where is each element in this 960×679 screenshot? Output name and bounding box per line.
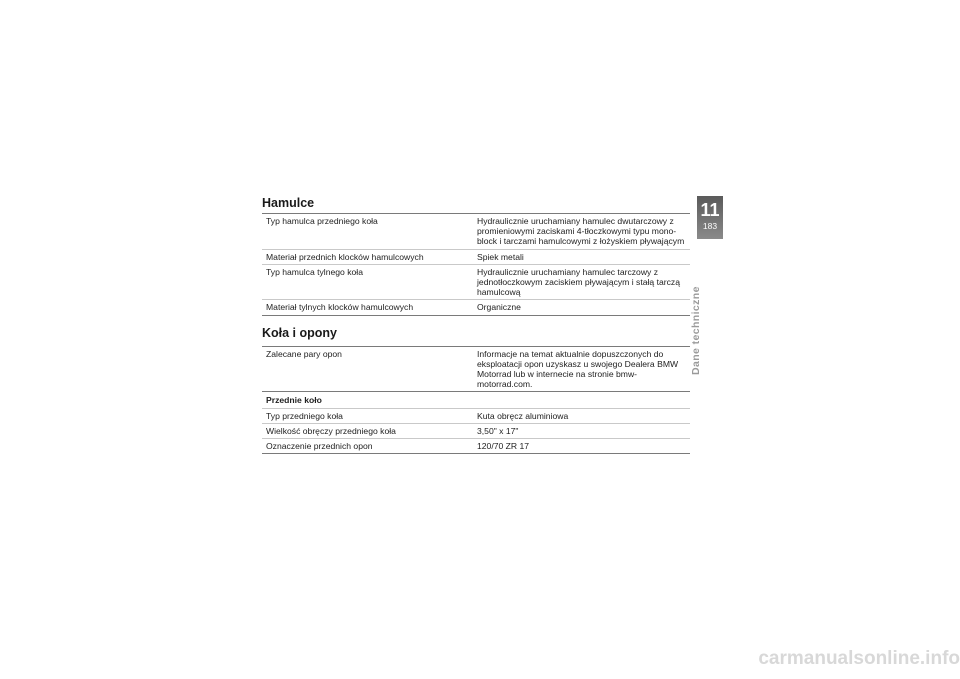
row-value: Informacje na temat aktualnie dopuszczonych do eksploatacji opon uzyskasz u swojego Dealera BMW Motorrad lub w internecie na stronie bmw-motorrad.com. bbox=[473, 346, 690, 392]
row-label: Typ hamulca tylnego koła bbox=[262, 264, 473, 300]
row-label: Wielkość obręczy przedniego koła bbox=[262, 423, 473, 438]
wheels-table bbox=[262, 346, 690, 455]
row-value: Hydraulicznie uruchamiany hamulec dwutarczowy z promieniowymi zaciskami 4-tłoczkowymi typu mono-block i tarczami hamulcowymi z łożyskiem pływającym bbox=[473, 214, 690, 250]
section-title-wheels: Koła i opony bbox=[262, 325, 337, 340]
table-row bbox=[262, 423, 690, 438]
table-row bbox=[262, 439, 690, 454]
chapter-number: 11 bbox=[700, 200, 720, 220]
row-label: Typ hamulca przedniego koła bbox=[262, 214, 473, 250]
subsection-row bbox=[262, 392, 690, 408]
table-row bbox=[262, 264, 690, 300]
row-label: Materiał przednich klocków hamulcowych bbox=[262, 249, 473, 264]
row-label: Typ przedniego koła bbox=[262, 408, 473, 423]
table-row bbox=[262, 214, 690, 250]
section-title-brakes: Hamulce bbox=[262, 196, 315, 210]
row-label: Zalecane pary opon bbox=[262, 346, 473, 392]
table-row bbox=[262, 249, 690, 264]
page-content bbox=[262, 196, 690, 454]
subsection-title-front-wheel: Przednie koło bbox=[262, 392, 690, 408]
table-row bbox=[262, 300, 690, 315]
table-row bbox=[262, 346, 690, 392]
chapter-tab bbox=[697, 196, 723, 239]
row-value: 120/70 ZR 17 bbox=[477, 441, 530, 452]
table-row bbox=[262, 408, 690, 423]
row-value: 3,50" x 17" bbox=[473, 423, 690, 438]
chapter-side-label: Dane techniczne bbox=[690, 286, 702, 375]
row-label: Oznaczenie przednich opon bbox=[266, 441, 373, 452]
row-value: Spiek metali bbox=[473, 249, 690, 264]
row-value: Hydraulicznie uruchamiany hamulec tarczowy z jednotłoczkowym zaciskiem pływającym i stałą tarczą hamulcową bbox=[473, 264, 690, 300]
row-value: Organiczne bbox=[477, 302, 521, 313]
brakes-table bbox=[262, 213, 690, 316]
watermark: carmanualsonline.info bbox=[758, 648, 960, 669]
row-value: Kuta obręcz aluminiowa bbox=[473, 408, 690, 423]
page-number: 183 bbox=[702, 221, 718, 231]
row-label: Materiał tylnych klocków hamulcowych bbox=[266, 302, 414, 313]
